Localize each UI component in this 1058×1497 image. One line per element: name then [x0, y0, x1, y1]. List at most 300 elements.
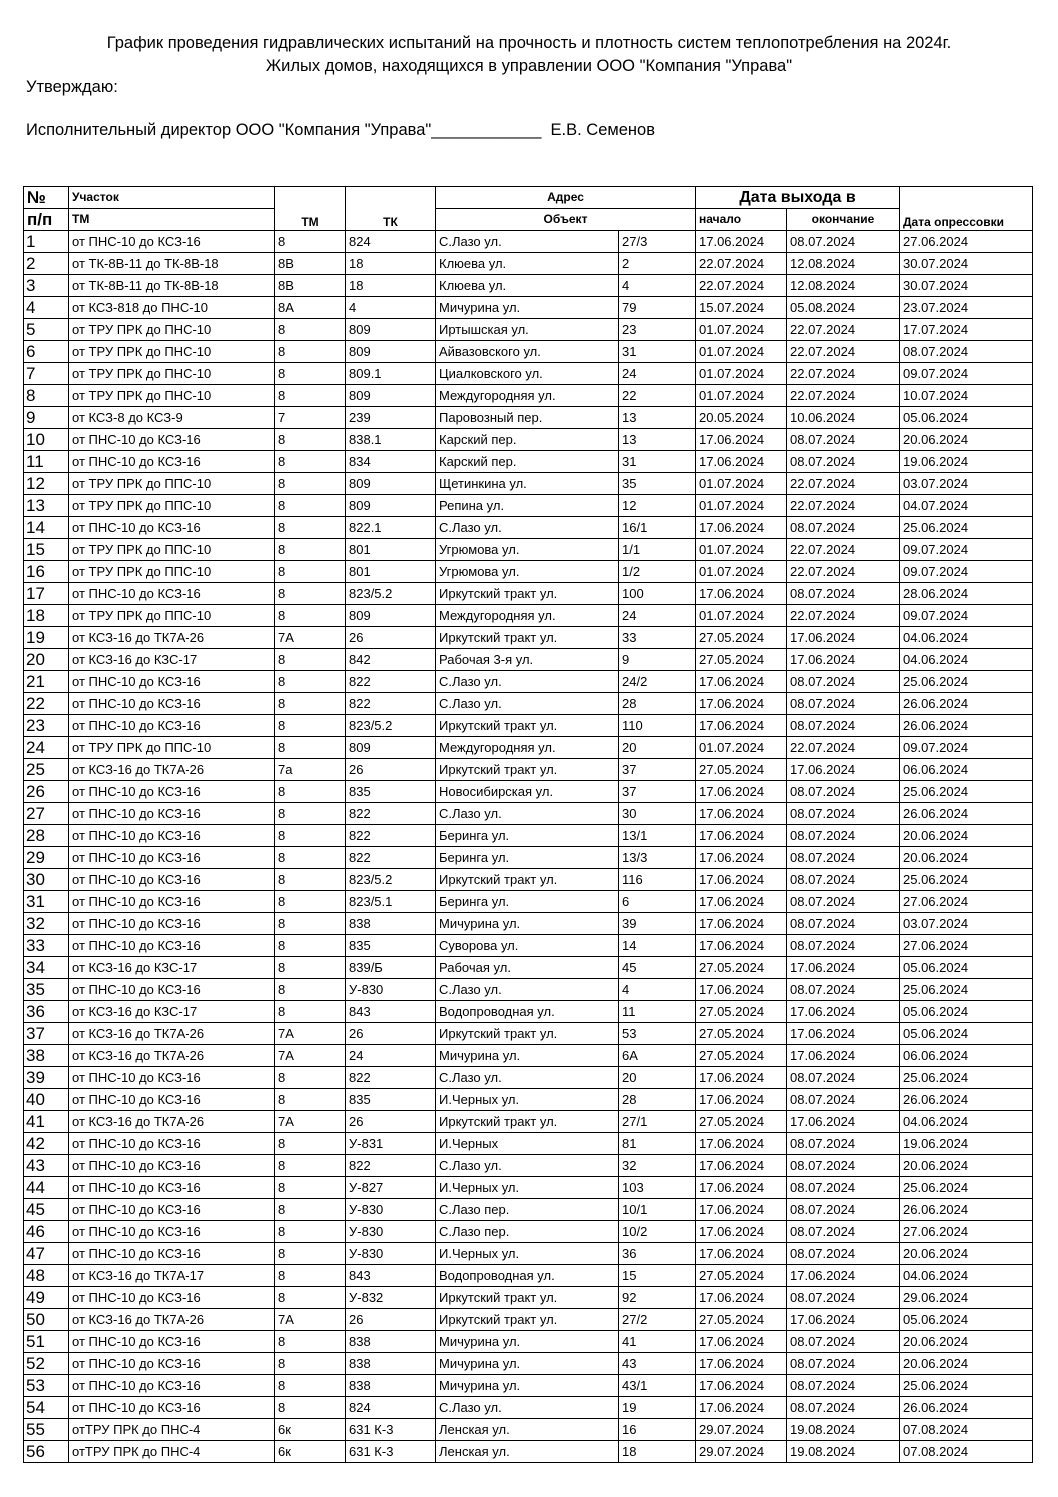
cell-tk: 26 — [346, 759, 436, 781]
cell-tm: 8 — [275, 693, 346, 715]
cell-end-date: 08.07.2024 — [787, 803, 900, 825]
table-row — [24, 253, 1033, 275]
cell-section: отТРУ ПРК до ПНС-4 — [69, 1419, 275, 1441]
cell-start-date: 17.06.2024 — [696, 979, 787, 1001]
table-row — [24, 473, 1033, 495]
cell-row-number: 44 — [24, 1177, 69, 1199]
cell-house: 23 — [619, 319, 696, 341]
cell-section: от ТК-8В-11 до ТК-8В-18 — [69, 253, 275, 275]
cell-end-date: 22.07.2024 — [787, 561, 900, 583]
cell-row-number: 36 — [24, 1001, 69, 1023]
cell-section: от ТРУ ПРК до ПНС-10 — [69, 385, 275, 407]
cell-start-date: 17.06.2024 — [696, 671, 787, 693]
cell-end-date: 22.07.2024 — [787, 539, 900, 561]
cell-tm: 8В — [275, 253, 346, 275]
cell-house: 92 — [619, 1287, 696, 1309]
cell-street: Ленская ул. — [436, 1419, 619, 1441]
cell-test-date: 19.06.2024 — [900, 1133, 1033, 1155]
cell-row-number: 2 — [24, 253, 69, 275]
cell-tm: 8 — [275, 869, 346, 891]
cell-house: 13/3 — [619, 847, 696, 869]
cell-tk: 809 — [346, 473, 436, 495]
cell-row-number: 3 — [24, 275, 69, 297]
table-row — [24, 693, 1033, 715]
cell-tk: 838 — [346, 1353, 436, 1375]
cell-house: 10/2 — [619, 1221, 696, 1243]
table-row — [24, 1221, 1033, 1243]
cell-end-date: 08.07.2024 — [787, 1375, 900, 1397]
cell-tm: 8А — [275, 297, 346, 319]
cell-start-date: 01.07.2024 — [696, 341, 787, 363]
header-section: Участок — [69, 187, 275, 209]
cell-row-number: 17 — [24, 583, 69, 605]
cell-end-date: 17.06.2024 — [787, 649, 900, 671]
cell-row-number: 26 — [24, 781, 69, 803]
cell-end-date: 17.06.2024 — [787, 1045, 900, 1067]
table-row — [24, 935, 1033, 957]
cell-tm: 7А — [275, 1111, 346, 1133]
table-row — [24, 869, 1033, 891]
cell-section: от КСЗ-818 до ПНС-10 — [69, 297, 275, 319]
cell-tm: 8 — [275, 231, 346, 253]
cell-tm: 8 — [275, 363, 346, 385]
cell-test-date: 20.06.2024 — [900, 1331, 1033, 1353]
cell-street: Новосибирская ул. — [436, 781, 619, 803]
cell-tm: 8 — [275, 561, 346, 583]
table-row — [24, 1133, 1033, 1155]
cell-house: 9 — [619, 649, 696, 671]
cell-start-date: 01.07.2024 — [696, 319, 787, 341]
cell-house: 24 — [619, 605, 696, 627]
cell-section: от ПНС-10 до КСЗ-16 — [69, 1353, 275, 1375]
cell-house: 15 — [619, 1265, 696, 1287]
cell-tm: 8 — [275, 319, 346, 341]
cell-test-date: 25.06.2024 — [900, 1177, 1033, 1199]
cell-test-date: 28.06.2024 — [900, 583, 1033, 605]
cell-end-date: 22.07.2024 — [787, 385, 900, 407]
cell-house: 6 — [619, 891, 696, 913]
cell-street: Водопроводная ул. — [436, 1265, 619, 1287]
cell-row-number: 46 — [24, 1221, 69, 1243]
cell-tk: 801 — [346, 539, 436, 561]
cell-tk: 822 — [346, 803, 436, 825]
cell-row-number: 34 — [24, 957, 69, 979]
table-row — [24, 1397, 1033, 1419]
cell-tm: 8 — [275, 781, 346, 803]
cell-tk: 843 — [346, 1265, 436, 1287]
cell-end-date: 08.07.2024 — [787, 1397, 900, 1419]
table-row — [24, 649, 1033, 671]
cell-tk: 842 — [346, 649, 436, 671]
cell-section: от ПНС-10 до КСЗ-16 — [69, 1177, 275, 1199]
cell-street: С.Лазо ул. — [436, 231, 619, 253]
cell-row-number: 37 — [24, 1023, 69, 1045]
cell-street: С.Лазо ул. — [436, 671, 619, 693]
cell-end-date: 17.06.2024 — [787, 1111, 900, 1133]
cell-house: 12 — [619, 495, 696, 517]
cell-house: 32 — [619, 1155, 696, 1177]
table-row — [24, 671, 1033, 693]
cell-street: Рабочая 3-я ул. — [436, 649, 619, 671]
document-title-line2: Жилых домов, находящихся в управлении ООО "Компания "Управа" — [265, 57, 793, 75]
cell-end-date: 05.08.2024 — [787, 297, 900, 319]
cell-house: 16 — [619, 1419, 696, 1441]
cell-tk: У-830 — [346, 979, 436, 1001]
cell-row-number: 7 — [24, 363, 69, 385]
cell-section: от ПНС-10 до КСЗ-16 — [69, 715, 275, 737]
table-header-row-1 — [24, 187, 1033, 209]
cell-start-date: 27.05.2024 — [696, 1045, 787, 1067]
cell-row-number: 23 — [24, 715, 69, 737]
cell-start-date: 22.07.2024 — [696, 253, 787, 275]
cell-start-date: 27.05.2024 — [696, 759, 787, 781]
cell-tm: 8 — [275, 1001, 346, 1023]
table-row — [24, 1089, 1033, 1111]
cell-tk: 26 — [346, 1309, 436, 1331]
cell-end-date: 08.07.2024 — [787, 913, 900, 935]
cell-house: 24/2 — [619, 671, 696, 693]
cell-test-date: 27.06.2024 — [900, 1221, 1033, 1243]
cell-start-date: 17.06.2024 — [696, 935, 787, 957]
cell-tm: 8 — [275, 1089, 346, 1111]
cell-section: от ТРУ ПРК до ППС-10 — [69, 539, 275, 561]
cell-tk: 822 — [346, 1067, 436, 1089]
cell-row-number: 11 — [24, 451, 69, 473]
cell-house: 116 — [619, 869, 696, 891]
cell-end-date: 17.06.2024 — [787, 1001, 900, 1023]
cell-tm: 8 — [275, 605, 346, 627]
cell-tm: 8 — [275, 957, 346, 979]
cell-house: 13 — [619, 429, 696, 451]
cell-test-date: 04.06.2024 — [900, 1111, 1033, 1133]
cell-tk: У-832 — [346, 1287, 436, 1309]
cell-house: 110 — [619, 715, 696, 737]
cell-start-date: 17.06.2024 — [696, 913, 787, 935]
cell-test-date: 27.06.2024 — [900, 231, 1033, 253]
cell-end-date: 22.07.2024 — [787, 495, 900, 517]
table-row — [24, 1045, 1033, 1067]
cell-tm: 8 — [275, 1133, 346, 1155]
cell-test-date: 03.07.2024 — [900, 473, 1033, 495]
cell-tm: 8 — [275, 1265, 346, 1287]
cell-section: от ПНС-10 до КСЗ-16 — [69, 1221, 275, 1243]
cell-test-date: 05.06.2024 — [900, 1309, 1033, 1331]
table-row — [24, 363, 1033, 385]
cell-house: 13/1 — [619, 825, 696, 847]
cell-tk: 822 — [346, 1155, 436, 1177]
cell-house: 53 — [619, 1023, 696, 1045]
cell-start-date: 17.06.2024 — [696, 583, 787, 605]
cell-tk: 822 — [346, 847, 436, 869]
cell-row-number: 16 — [24, 561, 69, 583]
cell-end-date: 17.06.2024 — [787, 627, 900, 649]
cell-start-date: 27.05.2024 — [696, 627, 787, 649]
table-row — [24, 759, 1033, 781]
cell-end-date: 17.06.2024 — [787, 1023, 900, 1045]
cell-test-date: 17.07.2024 — [900, 319, 1033, 341]
cell-row-number: 13 — [24, 495, 69, 517]
cell-start-date: 20.05.2024 — [696, 407, 787, 429]
cell-tk: 824 — [346, 231, 436, 253]
table-row — [24, 605, 1033, 627]
cell-start-date: 01.07.2024 — [696, 473, 787, 495]
table-row — [24, 451, 1033, 473]
cell-section: от ПНС-10 до КСЗ-16 — [69, 847, 275, 869]
cell-tm: 8 — [275, 1331, 346, 1353]
cell-tk: У-830 — [346, 1243, 436, 1265]
approve-label: Утверждаю: — [26, 78, 118, 96]
cell-start-date: 17.06.2024 — [696, 781, 787, 803]
cell-start-date: 17.06.2024 — [696, 693, 787, 715]
cell-start-date: 17.06.2024 — [696, 1397, 787, 1419]
cell-end-date: 08.07.2024 — [787, 1353, 900, 1375]
cell-end-date: 08.07.2024 — [787, 693, 900, 715]
cell-street: Паровозный пер. — [436, 407, 619, 429]
cell-tm: 8 — [275, 935, 346, 957]
cell-test-date: 25.06.2024 — [900, 671, 1033, 693]
cell-street: Иркутский тракт ул. — [436, 759, 619, 781]
cell-tm: 8 — [275, 429, 346, 451]
cell-section: от ПНС-10 до КСЗ-16 — [69, 1133, 275, 1155]
cell-test-date: 05.06.2024 — [900, 407, 1033, 429]
cell-row-number: 29 — [24, 847, 69, 869]
cell-tk: 26 — [346, 1023, 436, 1045]
cell-house: 19 — [619, 1397, 696, 1419]
cell-house: 16/1 — [619, 517, 696, 539]
cell-end-date: 17.06.2024 — [787, 1309, 900, 1331]
cell-end-date: 22.07.2024 — [787, 363, 900, 385]
cell-tm: 7А — [275, 627, 346, 649]
table-row — [24, 1111, 1033, 1133]
cell-tk: 809 — [346, 737, 436, 759]
table-row — [24, 781, 1033, 803]
cell-row-number: 45 — [24, 1199, 69, 1221]
table-row — [24, 297, 1033, 319]
cell-tm: 8 — [275, 1397, 346, 1419]
cell-end-date: 08.07.2024 — [787, 869, 900, 891]
table-row — [24, 1155, 1033, 1177]
cell-tk: 24 — [346, 1045, 436, 1067]
schedule-table — [23, 186, 1033, 1463]
cell-house: 43 — [619, 1353, 696, 1375]
cell-street: Иркутский тракт ул. — [436, 1111, 619, 1133]
cell-street: Мичурина ул. — [436, 913, 619, 935]
header-tm: ТМ — [275, 209, 346, 231]
cell-house: 28 — [619, 693, 696, 715]
table-row — [24, 1067, 1033, 1089]
cell-start-date: 17.06.2024 — [696, 1287, 787, 1309]
cell-house: 4 — [619, 979, 696, 1001]
cell-test-date: 09.07.2024 — [900, 539, 1033, 561]
cell-house: 28 — [619, 1089, 696, 1111]
cell-start-date: 27.05.2024 — [696, 1309, 787, 1331]
cell-street: Клюева ул. — [436, 275, 619, 297]
cell-section: от ПНС-10 до КСЗ-16 — [69, 671, 275, 693]
table-row — [24, 1001, 1033, 1023]
cell-test-date: 23.07.2024 — [900, 297, 1033, 319]
table-row — [24, 385, 1033, 407]
cell-section: от КСЗ-16 до ТК7А-17 — [69, 1265, 275, 1287]
cell-tk: 823/5.2 — [346, 583, 436, 605]
cell-section: от ПНС-10 до КСЗ-16 — [69, 583, 275, 605]
cell-end-date: 08.07.2024 — [787, 1089, 900, 1111]
header-end: окончание — [787, 209, 900, 231]
cell-tk: 838 — [346, 1331, 436, 1353]
cell-house: 10/1 — [619, 1199, 696, 1221]
cell-tm: 7а — [275, 759, 346, 781]
cell-row-number: 10 — [24, 429, 69, 451]
cell-test-date: 20.06.2024 — [900, 1155, 1033, 1177]
cell-test-date: 04.07.2024 — [900, 495, 1033, 517]
cell-tm: 8 — [275, 847, 346, 869]
cell-test-date: 27.06.2024 — [900, 935, 1033, 957]
cell-section: от ПНС-10 до КСЗ-16 — [69, 1375, 275, 1397]
cell-test-date: 20.06.2024 — [900, 825, 1033, 847]
cell-start-date: 17.06.2024 — [696, 1353, 787, 1375]
table-row — [24, 1375, 1033, 1397]
cell-tm: 8 — [275, 825, 346, 847]
cell-section: от КСЗ-16 до КЗС-17 — [69, 957, 275, 979]
cell-section: от ПНС-10 до КСЗ-16 — [69, 781, 275, 803]
cell-start-date: 27.05.2024 — [696, 1265, 787, 1287]
cell-house: 27/1 — [619, 1111, 696, 1133]
cell-test-date: 20.06.2024 — [900, 1353, 1033, 1375]
cell-row-number: 47 — [24, 1243, 69, 1265]
cell-house: 45 — [619, 957, 696, 979]
cell-house: 43/1 — [619, 1375, 696, 1397]
cell-test-date: 26.06.2024 — [900, 693, 1033, 715]
cell-tk: 809 — [346, 385, 436, 407]
cell-start-date: 17.06.2024 — [696, 1199, 787, 1221]
cell-test-date: 25.06.2024 — [900, 781, 1033, 803]
cell-tm: 8 — [275, 803, 346, 825]
cell-tk: У-830 — [346, 1221, 436, 1243]
table-row — [24, 891, 1033, 913]
cell-section: от ПНС-10 до КСЗ-16 — [69, 1199, 275, 1221]
cell-section: от КСЗ-16 до ТК7А-26 — [69, 1111, 275, 1133]
cell-section: от КСЗ-16 до ТК7А-26 — [69, 759, 275, 781]
cell-street: С.Лазо ул. — [436, 1067, 619, 1089]
cell-tk: 809 — [346, 605, 436, 627]
cell-house: 81 — [619, 1133, 696, 1155]
cell-test-date: 04.06.2024 — [900, 649, 1033, 671]
cell-tm: 8 — [275, 1199, 346, 1221]
cell-start-date: 17.06.2024 — [696, 825, 787, 847]
cell-row-number: 14 — [24, 517, 69, 539]
cell-tk: 823/5.2 — [346, 869, 436, 891]
cell-tk: 822 — [346, 825, 436, 847]
cell-tk: 838 — [346, 1375, 436, 1397]
cell-start-date: 17.06.2024 — [696, 1067, 787, 1089]
cell-section: от ПНС-10 до КСЗ-16 — [69, 891, 275, 913]
cell-start-date: 27.05.2024 — [696, 1111, 787, 1133]
cell-end-date: 12.08.2024 — [787, 253, 900, 275]
cell-test-date: 09.07.2024 — [900, 561, 1033, 583]
cell-test-date: 20.06.2024 — [900, 847, 1033, 869]
cell-house: 35 — [619, 473, 696, 495]
cell-end-date: 10.06.2024 — [787, 407, 900, 429]
cell-end-date: 08.07.2024 — [787, 825, 900, 847]
cell-street: Иркутский тракт ул. — [436, 1023, 619, 1045]
cell-tk: 838 — [346, 913, 436, 935]
table-row — [24, 1265, 1033, 1287]
cell-house: 1/2 — [619, 561, 696, 583]
cell-start-date: 27.05.2024 — [696, 1023, 787, 1045]
cell-tm: 8В — [275, 275, 346, 297]
cell-section: от ПНС-10 до КСЗ-16 — [69, 1089, 275, 1111]
cell-test-date: 09.07.2024 — [900, 363, 1033, 385]
cell-row-number: 35 — [24, 979, 69, 1001]
cell-test-date: 05.06.2024 — [900, 1023, 1033, 1045]
cell-tk: У-831 — [346, 1133, 436, 1155]
cell-tm: 6к — [275, 1441, 346, 1463]
cell-tk: 809 — [346, 495, 436, 517]
cell-tk: 631 К-3 — [346, 1441, 436, 1463]
cell-street: Мичурина ул. — [436, 1331, 619, 1353]
cell-street: Репина ул. — [436, 495, 619, 517]
cell-tm: 8 — [275, 1287, 346, 1309]
cell-street: С.Лазо ул. — [436, 1397, 619, 1419]
cell-house: 37 — [619, 759, 696, 781]
cell-tm: 8 — [275, 539, 346, 561]
cell-house: 79 — [619, 297, 696, 319]
cell-tk: У-830 — [346, 1199, 436, 1221]
cell-street: Угрюмова ул. — [436, 561, 619, 583]
cell-tm: 6к — [275, 1419, 346, 1441]
cell-section: от ПНС-10 до КСЗ-16 — [69, 517, 275, 539]
cell-test-date: 09.07.2024 — [900, 605, 1033, 627]
cell-tm: 8 — [275, 649, 346, 671]
cell-tm: 8 — [275, 1155, 346, 1177]
cell-tm: 8 — [275, 737, 346, 759]
cell-tm: 8 — [275, 1353, 346, 1375]
cell-test-date: 04.06.2024 — [900, 627, 1033, 649]
cell-house: 27/3 — [619, 231, 696, 253]
cell-section: от ПНС-10 до КСЗ-16 — [69, 1287, 275, 1309]
cell-row-number: 53 — [24, 1375, 69, 1397]
cell-section: от ПНС-10 до КСЗ-16 — [69, 231, 275, 253]
cell-end-date: 19.08.2024 — [787, 1419, 900, 1441]
cell-street: Междугородняя ул. — [436, 385, 619, 407]
cell-house: 18 — [619, 1441, 696, 1463]
cell-row-number: 8 — [24, 385, 69, 407]
cell-tm: 8 — [275, 517, 346, 539]
cell-test-date: 19.06.2024 — [900, 451, 1033, 473]
header-test-blank — [900, 187, 1033, 209]
cell-end-date: 08.07.2024 — [787, 891, 900, 913]
cell-section: от ПНС-10 до КСЗ-16 — [69, 979, 275, 1001]
cell-test-date: 06.06.2024 — [900, 1045, 1033, 1067]
cell-street: Иркутский тракт ул. — [436, 1309, 619, 1331]
cell-end-date: 22.07.2024 — [787, 319, 900, 341]
cell-section: отТРУ ПРК до ПНС-4 — [69, 1441, 275, 1463]
table-row — [24, 319, 1033, 341]
cell-house: 20 — [619, 737, 696, 759]
cell-tm: 8 — [275, 1177, 346, 1199]
cell-row-number: 6 — [24, 341, 69, 363]
cell-tk: 835 — [346, 1089, 436, 1111]
cell-house: 31 — [619, 341, 696, 363]
cell-start-date: 01.07.2024 — [696, 561, 787, 583]
cell-tk: 18 — [346, 253, 436, 275]
cell-end-date: 08.07.2024 — [787, 583, 900, 605]
cell-street: Беринга ул. — [436, 891, 619, 913]
cell-start-date: 17.06.2024 — [696, 891, 787, 913]
cell-tk: 4 — [346, 297, 436, 319]
cell-row-number: 43 — [24, 1155, 69, 1177]
cell-row-number: 1 — [24, 231, 69, 253]
table-row — [24, 341, 1033, 363]
